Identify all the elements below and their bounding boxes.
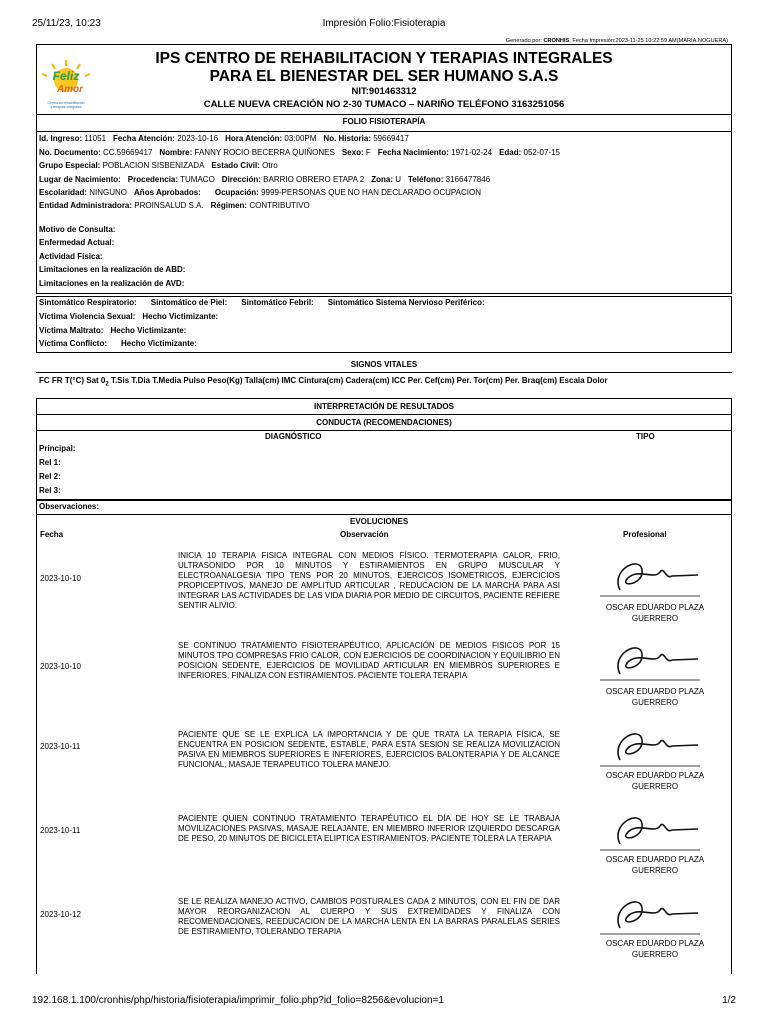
label-ocupacion: Ocupación: [214,188,259,197]
value-sexo: F [365,148,371,157]
label-procedencia: Procedencia: [127,175,179,184]
sintomatico-febril: Sintomático Febril: [241,298,314,307]
value-direccion: BARRIO OBRERO ETAPA 2 [263,175,365,184]
signo-temp: T(°C) [64,376,85,385]
evoluciones-col-observacion: Observación [340,530,389,539]
actividad-fisica: Actividad Física: [39,252,103,261]
value-procedencia: TUMACO [180,175,215,184]
professional-name-line1: OSCAR EDUARDO PLAZA [605,939,705,948]
signature-icon [600,634,700,684]
hecho-victimizante-2: Hecho Victimizante: [110,326,187,335]
evolution-date: 2023-10-10 [40,662,81,671]
interpretacion-title: INTERPRETACIÓN DE RESULTADOS [313,402,454,411]
professional-name-line2: GUERRERO [631,950,679,959]
clinic-address: CALLE NUEVA CREACIÓN NO 2-30 TUMACO – NARIÑO TELÉFONO 3163251056 [203,99,565,110]
generated-system: CRONHIS [543,38,570,44]
label-fecha-atencion: Fecha Atención: [113,134,175,143]
value-fecha-nacimiento: 1971-02-24 [451,148,493,157]
value-estado-civil: Otro [262,161,278,170]
evoluciones-col-profesional: Profesional [623,530,667,539]
diag-rel1: Rel 1: [39,458,61,467]
label-fecha-nacimiento: Fecha Nacimiento: [377,148,449,157]
professional-name-line1: OSCAR EDUARDO PLAZA [605,771,705,780]
value-zona: U [395,175,402,184]
evoluciones-title: EVOLUCIONES [350,517,409,526]
signo-sat-sub: 2 [105,381,109,388]
sintomaticos-line-1 [39,298,485,307]
logo-text-1: Feliz [52,69,80,83]
signature-icon [600,888,700,938]
value-no-documento: CC.59669417 [103,148,153,157]
sintomaticos-line-4 [39,339,197,348]
logo-caption-2: y terapias integrales [50,105,82,109]
victima-conflicto: Víctima Conflicto: [39,339,108,348]
print-page-number: 1/2 [722,995,736,1006]
diag-principal: Principal: [39,444,76,453]
signature-icon [600,550,700,600]
label-zona: Zona: [371,175,393,184]
label-grupo-especial: Grupo Especial: [39,161,101,170]
label-nombre: Nombre: [159,148,193,157]
signo-sat [86,376,109,388]
label-lugar-nacimiento: Lugar de Nacimiento: [39,175,121,184]
value-escolaridad: NINGUNO [89,188,128,197]
enfermedad-actual: Enfermedad Actual: [39,238,115,247]
sintomatico-snp: Sintomático Sistema Nervioso Periférico: [327,298,485,307]
label-telefono: Teléfono: [408,175,444,184]
evolution-observation: PACIENTE QUE SE LE EXPLICA LA IMPORTANCIA Y DE QUE TRATA LA TERAPIA FÍSICA, SE ENCUENTRA EN POSICION SEDENTE, ESTABLE, PARA ESTA SESION SE REALIZA MOVILIZACION PASIVA EN MIEMBROS SUPERIORES E INFERIORES, EJERCICIOS BALONTERAPIA Y DE ALCANCE FUNCIONAL, MASAJE TERAPEUTICO TOLERA MANEJO. [178,730,560,769]
professional-name-line1: OSCAR EDUARDO PLAZA [605,603,705,612]
signo-sat-label: Sat 0 [86,376,106,385]
professional-name [585,770,725,792]
signature-icon [600,720,700,770]
value-entidad: PROINSALUD S.A. [134,201,204,210]
professional-name [585,938,725,960]
signature-icon [600,804,700,854]
diagnostico-box [36,430,732,500]
value-id-ingreso: 11051 [84,134,107,143]
diag-rel3: Rel 3: [39,486,61,495]
patient-row-1 [39,134,409,143]
clinic-name-line1: IPS CENTRO DE REHABILITACION Y TERAPIAS INTEGRALES [155,50,613,67]
evolution-observation: SE CONTINUO TRATAMIENTO FISIOTERAPÉUTICO, APLICACIÓN DE MEDIOS FISICOS POR 15 MINUTOS TPO COMPRESAS FRIO CALOR, CON EJERCICIOS DE COORDINACION Y EQUILIBRIO EN POSICION SEDENTE, EJERCICIOS DE MOVILIDAD ARTICULAR EN MIEMBROS SUPERIORES E INFERIORES, FINALIZA CON ESTIRAMIENTOS. PACIENTE TOLERA TERAPIA [178,641,560,680]
value-nombre: FANNY ROCIO BECERRA QUIÑONES [194,148,335,157]
evolution-date: 2023-10-11 [40,742,81,751]
hecho-victimizante-3: Hecho Victimizante: [121,339,197,348]
print-datetime: 25/11/23, 10:23 [32,18,101,29]
generated-suffix: , Fecha Impresión:2023-11-25 10:22:59 AM(MARIA.NOGUERA) [569,38,728,44]
label-no-documento: No. Documento: [39,148,101,157]
label-sexo: Sexo: [341,148,364,157]
observaciones-label: Observaciones: [39,502,100,511]
value-no-historia: 59669417 [373,134,409,143]
patient-row-4 [39,175,490,184]
value-grupo-especial: POBLACION SISBENIZADA [102,161,205,170]
clinic-nit: NIT:901463312 [351,86,417,97]
professional-name-line2: GUERRERO [631,782,679,791]
label-escolaridad: Escolaridad: [39,188,88,197]
sintomaticos-line-3 [39,326,186,335]
evoluciones-col-fecha: Fecha [40,530,64,539]
sintomatico-piel: Sintomático de Piel: [150,298,228,307]
professional-name [585,602,725,624]
clinic-name-line2: PARA EL BIENESTAR DEL SER HUMANO S.A.S [209,68,559,85]
limitaciones-abd: Limitaciones en la realización de ABD: [39,265,186,274]
value-fecha-atencion: 2023-10-16 [177,134,219,143]
signos-vitales-title: SIGNOS VITALES [350,360,418,369]
label-direccion: Dirección: [221,175,261,184]
evolution-observation: SE LE REALIZA MANEJO ACTIVO, CAMBIOS POSTURALES CADA 2 MINUTOS, CON EL FIN DE DAR MAYOR REORGANIZACION AL CUERPO Y SUS EXTREMIDADES Y FINALIZA CON RECOMENDACIONES, REEDUCACION DE LA MARCHA LENTA EN LA BARRAS PARALELAS SERIES DE ESTIRAMIENTO, TOLERANDO TERAPIA [178,897,560,936]
signo-rest: T.Sis T.Dia T.Media Pulso Peso(Kg) Talla(cm) IMC Cintura(cm) Cadera(cm) ICC Per. Cef(cm) Per. Tor(cm) Per. Braq(cm) Escala Dolor [110,376,608,385]
sintomatico-respiratorio: Sintomático Respiratorio: [39,298,137,307]
professional-name-line2: GUERRERO [631,866,679,875]
patient-row-2 [39,148,560,157]
value-regimen: CONTRIBUTIVO [249,201,310,210]
signo-fc: FC [39,376,50,385]
divider [36,372,732,373]
label-no-historia: No. Historia: [323,134,371,143]
patient-row-5 [39,188,481,197]
value-edad: 052-07-15 [523,148,561,157]
print-url: 192.168.1.100/cronhis/php/historia/fisioterapia/imprimir_folio.php?id_folio=8256&evolucion=1 [32,995,444,1006]
evolution-date: 2023-10-12 [40,910,81,919]
professional-name-line2: GUERRERO [631,698,679,707]
patient-row-3 [39,161,278,170]
label-anos-aprobados: Años Aprobados: [134,188,201,197]
label-edad: Edad: [499,148,522,157]
evolution-date: 2023-10-10 [40,574,81,583]
patient-row-6 [39,201,310,210]
observaciones-box [36,500,732,515]
folio-title: FOLIO FISIOTERAPÍA [342,117,426,126]
diag-rel2: Rel 2: [39,472,61,481]
evolution-observation: INICIA 10 TERAPIA FISICA INTEGRAL CON MEDIOS FÍSICO. TERMOTERAPIA CALOR, FRIO, ULTRASONIDO POR 10 MINUTOS Y ESTIRAMIENTOS EN GRUPO MUSCULAR Y ELECTROANALGESIA TIPO TENS POR 20 MINUTOS, EJERCICOS ISOMETRICOS, EJERCICIOS PROPICEPTIVOS, MANEJO DE AMPLITUD ARTICULAR , REDUCACION DE LA MARCHA PARA ASI INTEGRAR LAS ACTIVIDADES DE LAS VIDA DIARIA POR MEDIO DE CIRCUITOS, PACIENTE REFIERE SENTIR ALIVIO. [178,551,560,610]
value-ocupacion: 9999-PERSONAS QUE NO HAN DECLARADO OCUPACION [261,188,481,197]
signos-vitales-header [39,376,608,388]
limitaciones-avd: Limitaciones en la realización de AVD: [39,279,185,288]
professional-name-line1: OSCAR EDUARDO PLAZA [605,687,705,696]
hecho-victimizante-1: Hecho Victimizante: [142,312,219,321]
evolution-date: 2023-10-11 [40,826,81,835]
tipo-header: TIPO [636,432,655,441]
diagnostico-header: DIAGNÓSTICO [265,432,322,441]
professional-name [585,854,725,876]
evolution-observation: PACIENTE QUIEN CONTINUO TRATAMIENTO TERAPÉUTICO EL DÍA DE HOY SE LE TRABAJA MOVILIZACIONES PASIVAS, MASAJE RELAJANTE, EN MIEMBRO INFERIOR IZQUIERDO DESCARGA DE PESO, 20 MINUTOS DE BICICLETA ELIPTICA ESTIRAMIENTOS, PACIENTE TOLERA LA TERAPIA [178,814,560,843]
victima-maltrato: Víctima Maltrato: [39,326,104,335]
signo-fr: FR [51,376,63,385]
conducta-title: CONDUCTA (RECOMENDACIONES) [316,418,452,427]
value-hora-atencion: 03:00PM [284,134,317,143]
label-hora-atencion: Hora Atención: [225,134,283,143]
logo-caption-1: Centro de rehabilitación [47,101,85,105]
professional-name [585,686,725,708]
print-title: Impresión Folio:Fisioterapia [322,18,446,29]
sintomaticos-line-2 [39,312,218,321]
motivo-consulta: Motivo de Consulta: [39,225,116,234]
label-id-ingreso: Id. Ingreso: [39,134,83,143]
generated-prefix: Generado por: [505,38,544,44]
logo-text-2: Amor [56,84,84,95]
victima-violencia-sexual: Víctima Violencia Sexual: [39,312,136,321]
label-estado-civil: Estado Civil: [211,161,260,170]
professional-name-line1: OSCAR EDUARDO PLAZA [605,855,705,864]
professional-name-line2: GUERRERO [631,614,679,623]
value-telefono: 3166477846 [445,175,491,184]
label-entidad: Entidad Administradora: [39,201,133,210]
divider [36,114,732,115]
label-regimen: Régimen: [210,201,248,210]
